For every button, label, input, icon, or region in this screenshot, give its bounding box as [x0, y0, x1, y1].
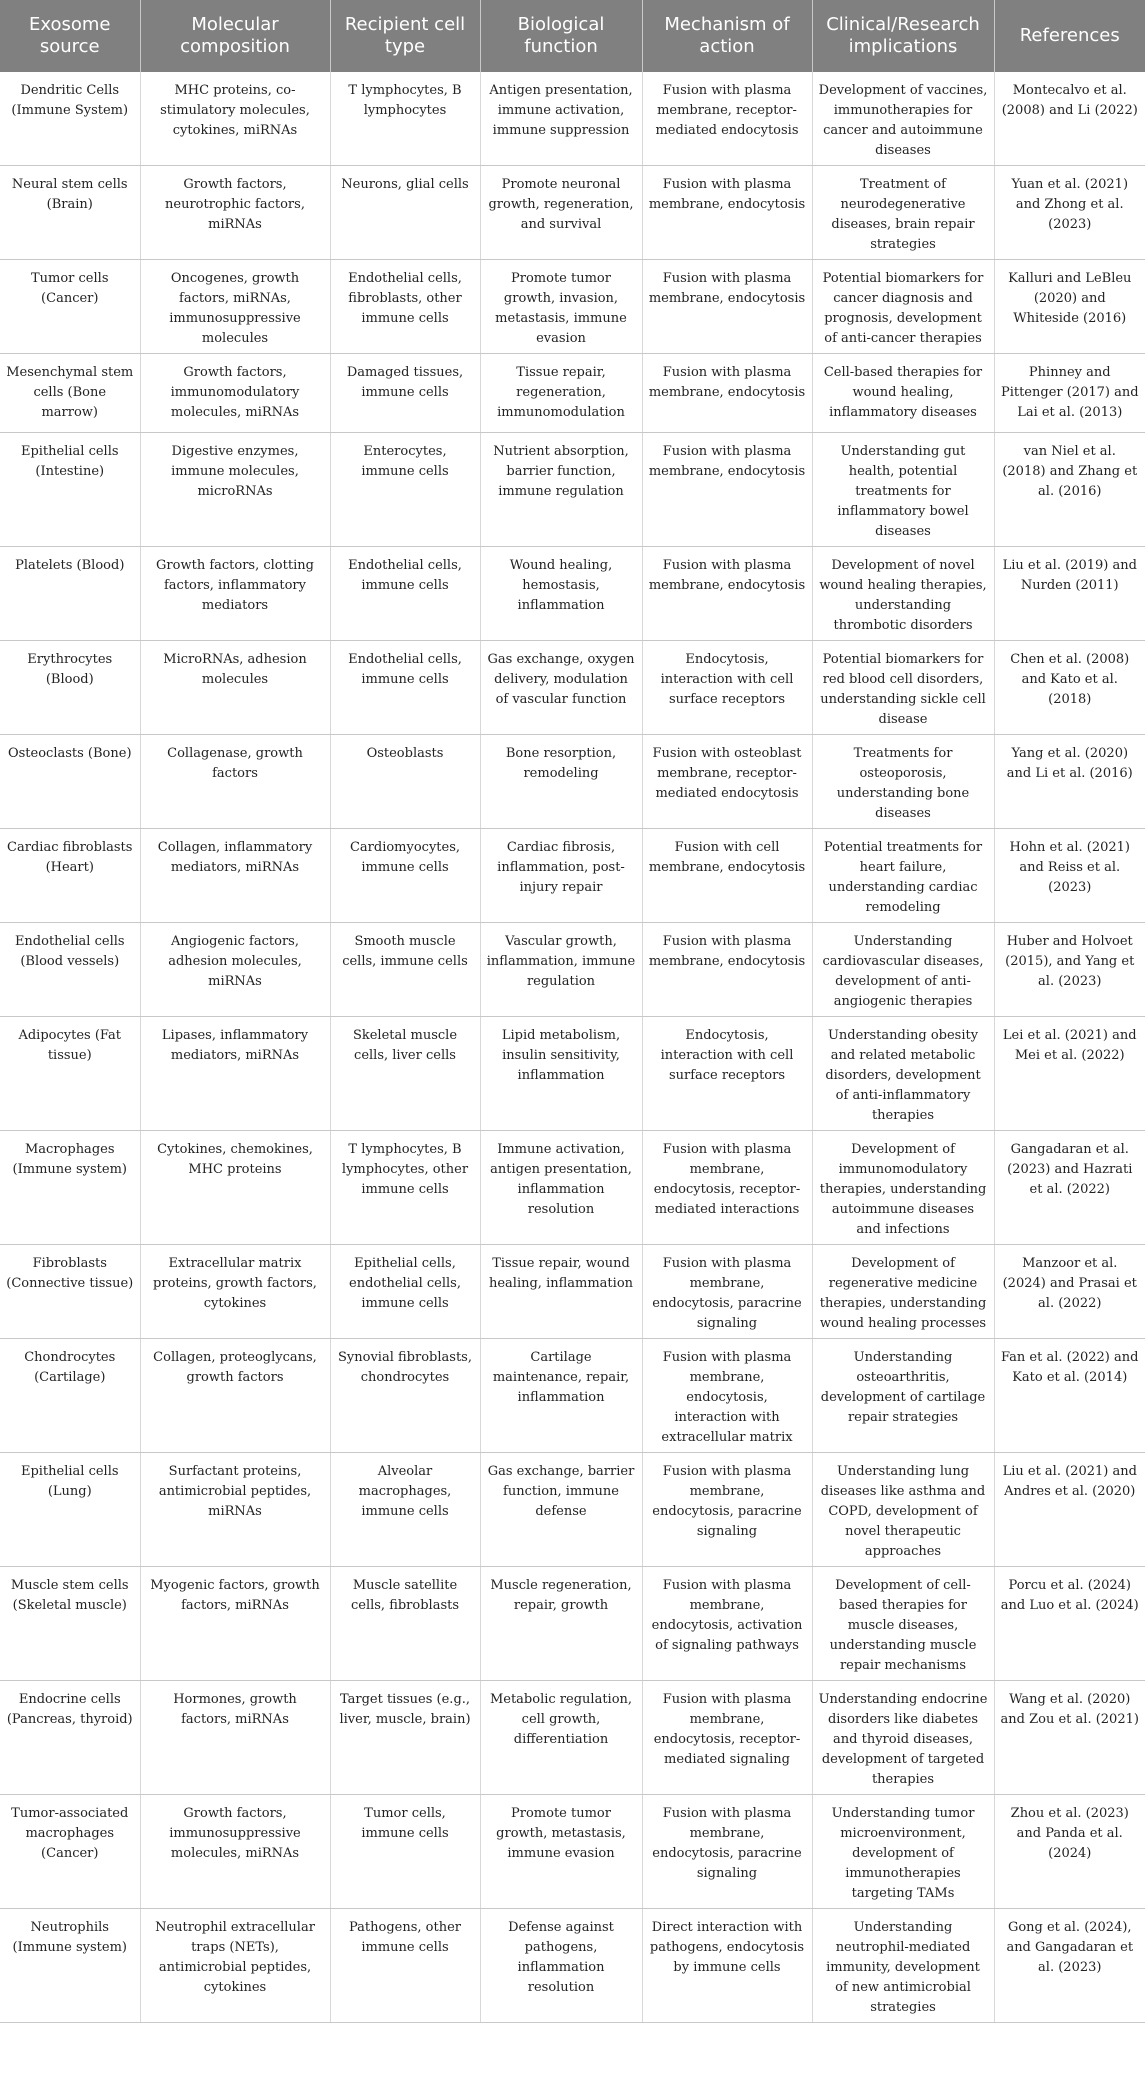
cell-biological-function: Promote tumor growth, metastasis, immune evasion — [480, 1795, 642, 1909]
header-row — [0, 0, 1145, 72]
table-row — [0, 433, 1145, 547]
cell-references: Gangadaran et al. (2023) and Hazrati et al. (2022) — [994, 1131, 1145, 1245]
table-row — [0, 1131, 1145, 1245]
cell-biological-function: Promote neuronal growth, regeneration, and survival — [480, 166, 642, 260]
cell-references: Huber and Holvoet (2015), and Yang et al. (2023) — [994, 923, 1145, 1017]
cell-references: Yuan et al. (2021) and Zhong et al. (2023) — [994, 166, 1145, 260]
cell-clinical-implications: Development of novel wound healing therapies, understanding thrombotic disorders — [812, 547, 994, 641]
cell-recipient-cell-type: Endothelial cells, immune cells — [330, 547, 480, 641]
cell-exosome-source: Endothelial cells (Blood vessels) — [0, 923, 140, 1017]
header-clinical-implications: Clinical/Research implications — [812, 0, 994, 72]
cell-molecular-composition: Digestive enzymes, immune molecules, microRNAs — [140, 433, 330, 547]
cell-biological-function: Vascular growth, inflammation, immune regulation — [480, 923, 642, 1017]
table-row — [0, 260, 1145, 354]
cell-clinical-implications: Potential biomarkers for cancer diagnosis and prognosis, development of anti-cancer therapies — [812, 260, 994, 354]
cell-recipient-cell-type: Smooth muscle cells, immune cells — [330, 923, 480, 1017]
cell-molecular-composition: Cytokines, chemokines, MHC proteins — [140, 1131, 330, 1245]
cell-clinical-implications: Understanding lung diseases like asthma and COPD, development of novel therapeutic approaches — [812, 1453, 994, 1567]
table-row — [0, 735, 1145, 829]
table-row — [0, 72, 1145, 166]
cell-references: Liu et al. (2021) and Andres et al. (2020) — [994, 1453, 1145, 1567]
cell-clinical-implications: Cell-based therapies for wound healing, inflammatory diseases — [812, 354, 994, 433]
cell-exosome-source: Platelets (Blood) — [0, 547, 140, 641]
cell-clinical-implications: Development of immunomodulatory therapies, understanding autoimmune diseases and infections — [812, 1131, 994, 1245]
cell-molecular-composition: Growth factors, clotting factors, inflammatory mediators — [140, 547, 330, 641]
table-row — [0, 1567, 1145, 1681]
table-row — [0, 1453, 1145, 1567]
cell-recipient-cell-type: Endothelial cells, fibroblasts, other immune cells — [330, 260, 480, 354]
cell-mechanism-of-action: Fusion with cell membrane, endocytosis — [642, 829, 812, 923]
cell-biological-function: Tissue repair, wound healing, inflammation — [480, 1245, 642, 1339]
cell-recipient-cell-type: Epithelial cells, endothelial cells, immune cells — [330, 1245, 480, 1339]
table-body — [0, 72, 1145, 2023]
cell-molecular-composition: Growth factors, immunosuppressive molecules, miRNAs — [140, 1795, 330, 1909]
cell-references: Porcu et al. (2024) and Luo et al. (2024) — [994, 1567, 1145, 1681]
header-exosome-source: Exosome source — [0, 0, 140, 72]
cell-clinical-implications: Understanding neutrophil-mediated immunity, development of new antimicrobial strategies — [812, 1909, 994, 2023]
cell-clinical-implications: Development of vaccines, immunotherapies for cancer and autoimmune diseases — [812, 72, 994, 166]
cell-exosome-source: Endocrine cells (Pancreas, thyroid) — [0, 1681, 140, 1795]
cell-exosome-source: Muscle stem cells (Skeletal muscle) — [0, 1567, 140, 1681]
cell-mechanism-of-action: Fusion with osteoblast membrane, receptor-mediated endocytosis — [642, 735, 812, 829]
cell-molecular-composition: MicroRNAs, adhesion molecules — [140, 641, 330, 735]
table-row — [0, 1017, 1145, 1131]
table-row — [0, 1339, 1145, 1453]
cell-clinical-implications: Understanding obesity and related metabolic disorders, development of anti-inflammatory therapies — [812, 1017, 994, 1131]
cell-references: Yang et al. (2020) and Li et al. (2016) — [994, 735, 1145, 829]
cell-mechanism-of-action: Fusion with plasma membrane, endocytosis — [642, 923, 812, 1017]
cell-references: Fan et al. (2022) and Kato et al. (2014) — [994, 1339, 1145, 1453]
header-references: References — [994, 0, 1145, 72]
cell-mechanism-of-action: Fusion with plasma membrane, endocytosis, paracrine signaling — [642, 1245, 812, 1339]
header-molecular-composition: Molecular composition — [140, 0, 330, 72]
table-row — [0, 829, 1145, 923]
cell-molecular-composition: Oncogenes, growth factors, miRNAs, immunosuppressive molecules — [140, 260, 330, 354]
cell-recipient-cell-type: Tumor cells, immune cells — [330, 1795, 480, 1909]
cell-molecular-composition: Myogenic factors, growth factors, miRNAs — [140, 1567, 330, 1681]
cell-biological-function: Defense against pathogens, inflammation resolution — [480, 1909, 642, 2023]
cell-mechanism-of-action: Endocytosis, interaction with cell surface receptors — [642, 641, 812, 735]
cell-mechanism-of-action: Direct interaction with pathogens, endocytosis by immune cells — [642, 1909, 812, 2023]
cell-mechanism-of-action: Fusion with plasma membrane, endocytosis — [642, 547, 812, 641]
cell-mechanism-of-action: Fusion with plasma membrane, endocytosis, paracrine signaling — [642, 1453, 812, 1567]
cell-molecular-composition: Collagen, proteoglycans, growth factors — [140, 1339, 330, 1453]
cell-references: Zhou et al. (2023) and Panda et al. (2024) — [994, 1795, 1145, 1909]
table-row — [0, 166, 1145, 260]
cell-clinical-implications: Treatments for osteoporosis, understanding bone diseases — [812, 735, 994, 829]
cell-references: Manzoor et al. (2024) and Prasai et al. (2022) — [994, 1245, 1145, 1339]
cell-clinical-implications: Understanding gut health, potential treatments for inflammatory bowel diseases — [812, 433, 994, 547]
cell-mechanism-of-action: Fusion with plasma membrane, endocytosis — [642, 354, 812, 433]
table-row — [0, 641, 1145, 735]
cell-exosome-source: Epithelial cells (Intestine) — [0, 433, 140, 547]
cell-mechanism-of-action: Endocytosis, interaction with cell surface receptors — [642, 1017, 812, 1131]
cell-mechanism-of-action: Fusion with plasma membrane, receptor-mediated endocytosis — [642, 72, 812, 166]
cell-biological-function: Cardiac fibrosis, inflammation, post-injury repair — [480, 829, 642, 923]
cell-recipient-cell-type: Cardiomyocytes, immune cells — [330, 829, 480, 923]
cell-biological-function: Immune activation, antigen presentation, inflammation resolution — [480, 1131, 642, 1245]
cell-biological-function: Metabolic regulation, cell growth, differentiation — [480, 1681, 642, 1795]
cell-clinical-implications: Understanding osteoarthritis, development of cartilage repair strategies — [812, 1339, 994, 1453]
table-row — [0, 923, 1145, 1017]
cell-clinical-implications: Treatment of neurodegenerative diseases, brain repair strategies — [812, 166, 994, 260]
cell-clinical-implications: Understanding tumor microenvironment, development of immunotherapies targeting TAMs — [812, 1795, 994, 1909]
cell-biological-function: Cartilage maintenance, repair, inflammation — [480, 1339, 642, 1453]
cell-recipient-cell-type: Damaged tissues, immune cells — [330, 354, 480, 433]
cell-biological-function: Gas exchange, oxygen delivery, modulation of vascular function — [480, 641, 642, 735]
cell-clinical-implications: Potential treatments for heart failure, understanding cardiac remodeling — [812, 829, 994, 923]
cell-exosome-source: Erythrocytes (Blood) — [0, 641, 140, 735]
cell-references: Gong et al. (2024), and Gangadaran et al. (2023) — [994, 1909, 1145, 2023]
cell-exosome-source: Epithelial cells (Lung) — [0, 1453, 140, 1567]
cell-molecular-composition: Neutrophil extracellular traps (NETs), antimicrobial peptides, cytokines — [140, 1909, 330, 2023]
table-row — [0, 1681, 1145, 1795]
cell-mechanism-of-action: Fusion with plasma membrane, endocytosis — [642, 260, 812, 354]
cell-exosome-source: Fibroblasts (Connective tissue) — [0, 1245, 140, 1339]
cell-molecular-composition: MHC proteins, co-stimulatory molecules, cytokines, miRNAs — [140, 72, 330, 166]
cell-biological-function: Promote tumor growth, invasion, metastasis, immune evasion — [480, 260, 642, 354]
cell-biological-function: Wound healing, hemostasis, inflammation — [480, 547, 642, 641]
cell-clinical-implications: Understanding endocrine disorders like diabetes and thyroid diseases, development of targeted therapies — [812, 1681, 994, 1795]
table-row — [0, 1245, 1145, 1339]
cell-exosome-source: Tumor cells (Cancer) — [0, 260, 140, 354]
cell-molecular-composition: Hormones, growth factors, miRNAs — [140, 1681, 330, 1795]
cell-exosome-source: Cardiac fibroblasts (Heart) — [0, 829, 140, 923]
table-row — [0, 1909, 1145, 2023]
cell-exosome-source: Chondrocytes (Cartilage) — [0, 1339, 140, 1453]
cell-mechanism-of-action: Fusion with plasma membrane, endocytosis — [642, 433, 812, 547]
cell-biological-function: Antigen presentation, immune activation, immune suppression — [480, 72, 642, 166]
header-mechanism-of-action: Mechanism of action — [642, 0, 812, 72]
table-header — [0, 0, 1145, 72]
cell-recipient-cell-type: T lymphocytes, B lymphocytes — [330, 72, 480, 166]
cell-mechanism-of-action: Fusion with plasma membrane, endocytosis, interaction with extracellular matrix — [642, 1339, 812, 1453]
cell-molecular-composition: Collagenase, growth factors — [140, 735, 330, 829]
cell-mechanism-of-action: Fusion with plasma membrane, endocytosis, activation of signaling pathways — [642, 1567, 812, 1681]
cell-recipient-cell-type: Skeletal muscle cells, liver cells — [330, 1017, 480, 1131]
table-row — [0, 1795, 1145, 1909]
cell-recipient-cell-type: Endothelial cells, immune cells — [330, 641, 480, 735]
cell-recipient-cell-type: Target tissues (e.g., liver, muscle, brain) — [330, 1681, 480, 1795]
cell-references: Kalluri and LeBleu (2020) and Whiteside (2016) — [994, 260, 1145, 354]
cell-exosome-source: Neural stem cells (Brain) — [0, 166, 140, 260]
cell-mechanism-of-action: Fusion with plasma membrane, endocytosis, paracrine signaling — [642, 1795, 812, 1909]
table-row — [0, 354, 1145, 433]
cell-recipient-cell-type: T lymphocytes, B lymphocytes, other immune cells — [330, 1131, 480, 1245]
cell-biological-function: Nutrient absorption, barrier function, immune regulation — [480, 433, 642, 547]
cell-recipient-cell-type: Synovial fibroblasts, chondrocytes — [330, 1339, 480, 1453]
cell-clinical-implications: Potential biomarkers for red blood cell disorders, understanding sickle cell disease — [812, 641, 994, 735]
cell-molecular-composition: Lipases, inflammatory mediators, miRNAs — [140, 1017, 330, 1131]
cell-exosome-source: Macrophages (Immune system) — [0, 1131, 140, 1245]
cell-references: Wang et al. (2020) and Zou et al. (2021) — [994, 1681, 1145, 1795]
cell-recipient-cell-type: Muscle satellite cells, fibroblasts — [330, 1567, 480, 1681]
cell-biological-function: Muscle regeneration, repair, growth — [480, 1567, 642, 1681]
cell-references: van Niel et al. (2018) and Zhang et al. (2016) — [994, 433, 1145, 547]
cell-exosome-source: Adipocytes (Fat tissue) — [0, 1017, 140, 1131]
cell-molecular-composition: Growth factors, neurotrophic factors, miRNAs — [140, 166, 330, 260]
cell-biological-function: Gas exchange, barrier function, immune defense — [480, 1453, 642, 1567]
cell-references: Hohn et al. (2021) and Reiss et al. (2023) — [994, 829, 1145, 923]
cell-mechanism-of-action: Fusion with plasma membrane, endocytosis, receptor-mediated signaling — [642, 1681, 812, 1795]
cell-references: Lei et al. (2021) and Mei et al. (2022) — [994, 1017, 1145, 1131]
cell-molecular-composition: Angiogenic factors, adhesion molecules, miRNAs — [140, 923, 330, 1017]
cell-clinical-implications: Development of cell-based therapies for muscle diseases, understanding muscle repair mechanisms — [812, 1567, 994, 1681]
cell-exosome-source: Neutrophils (Immune system) — [0, 1909, 140, 2023]
cell-recipient-cell-type: Pathogens, other immune cells — [330, 1909, 480, 2023]
cell-recipient-cell-type: Alveolar macrophages, immune cells — [330, 1453, 480, 1567]
table-row — [0, 547, 1145, 641]
header-recipient-cell-type: Recipient cell type — [330, 0, 480, 72]
cell-clinical-implications: Development of regenerative medicine therapies, understanding wound healing processes — [812, 1245, 994, 1339]
cell-exosome-source: Dendritic Cells (Immune System) — [0, 72, 140, 166]
cell-recipient-cell-type: Osteoblasts — [330, 735, 480, 829]
cell-references: Montecalvo et al. (2008) and Li (2022) — [994, 72, 1145, 166]
cell-biological-function: Bone resorption, remodeling — [480, 735, 642, 829]
cell-exosome-source: Tumor-associated macrophages (Cancer) — [0, 1795, 140, 1909]
cell-biological-function: Tissue repair, regeneration, immunomodulation — [480, 354, 642, 433]
cell-molecular-composition: Collagen, inflammatory mediators, miRNAs — [140, 829, 330, 923]
header-biological-function: Biological function — [480, 0, 642, 72]
cell-exosome-source: Mesenchymal stem cells (Bone marrow) — [0, 354, 140, 433]
cell-mechanism-of-action: Fusion with plasma membrane, endocytosis, receptor-mediated interactions — [642, 1131, 812, 1245]
cell-molecular-composition: Surfactant proteins, antimicrobial peptides, miRNAs — [140, 1453, 330, 1567]
cell-references: Liu et al. (2019) and Nurden (2011) — [994, 547, 1145, 641]
cell-molecular-composition: Extracellular matrix proteins, growth factors, cytokines — [140, 1245, 330, 1339]
cell-mechanism-of-action: Fusion with plasma membrane, endocytosis — [642, 166, 812, 260]
cell-molecular-composition: Growth factors, immunomodulatory molecules, miRNAs — [140, 354, 330, 433]
cell-references: Phinney and Pittenger (2017) and Lai et al. (2013) — [994, 354, 1145, 433]
cell-clinical-implications: Understanding cardiovascular diseases, development of anti-angiogenic therapies — [812, 923, 994, 1017]
cell-recipient-cell-type: Neurons, glial cells — [330, 166, 480, 260]
cell-recipient-cell-type: Enterocytes, immune cells — [330, 433, 480, 547]
cell-references: Chen et al. (2008) and Kato et al. (2018) — [994, 641, 1145, 735]
cell-biological-function: Lipid metabolism, insulin sensitivity, inflammation — [480, 1017, 642, 1131]
cell-exosome-source: Osteoclasts (Bone) — [0, 735, 140, 829]
